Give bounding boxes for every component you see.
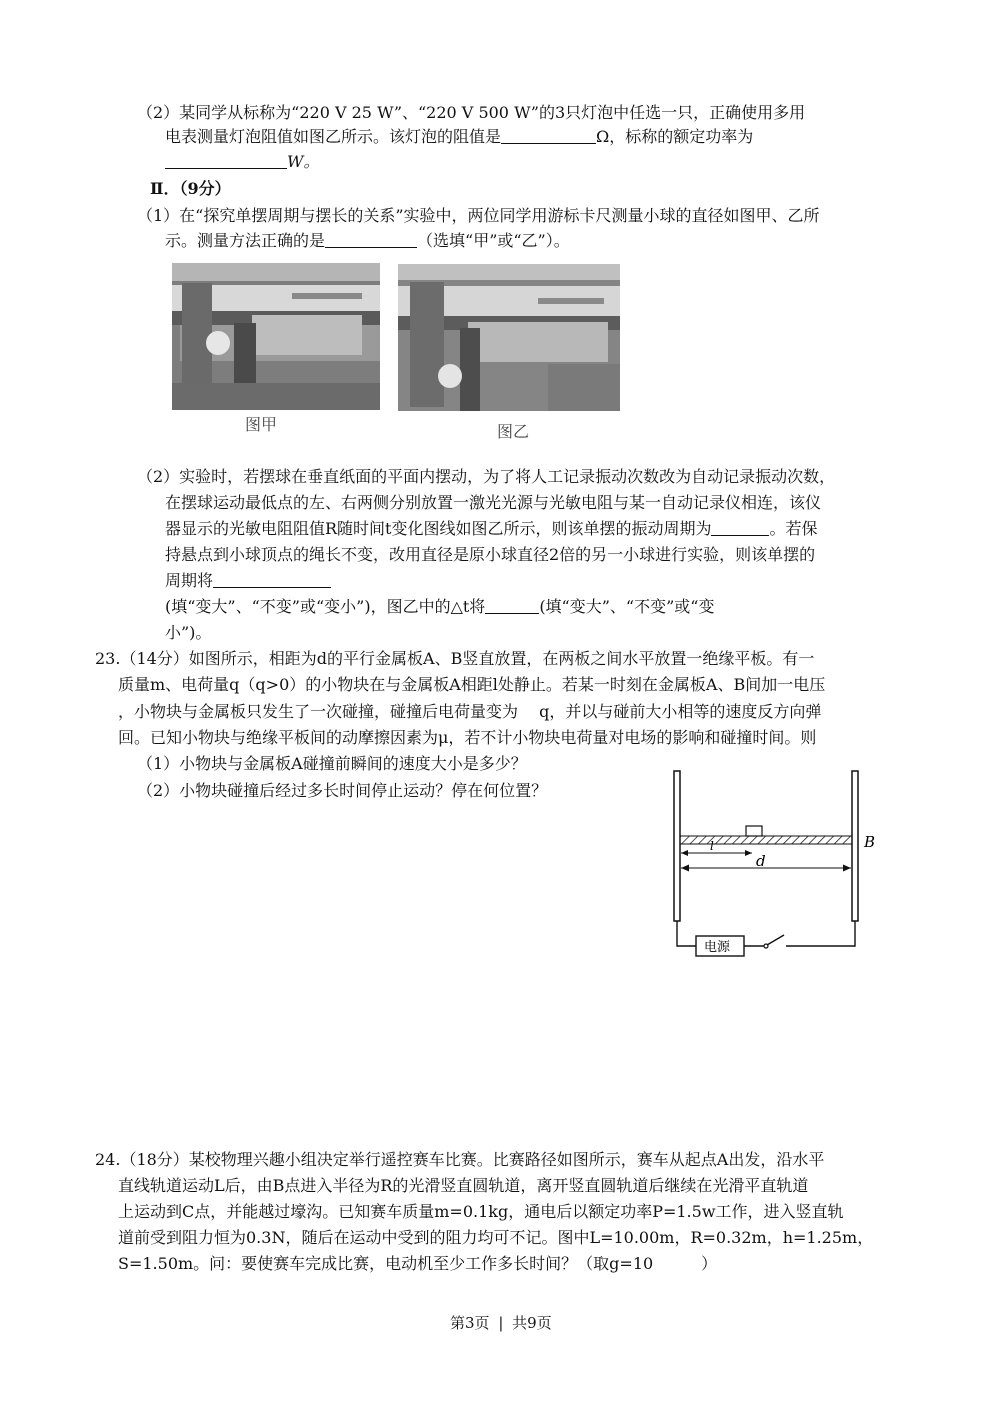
answer-blank-delta-t[interactable] <box>485 597 539 614</box>
footer-page: 第3页 <box>450 1314 490 1332</box>
part2-q2-line2: 在摆球运动最低点的左、右两侧分别放置一激光光源与光敏电阻与某一自动记录仪相连，该仪 <box>165 493 822 512</box>
answer-blank-period-change[interactable] <box>213 571 331 588</box>
distance-d-arrowhead-right <box>843 865 851 872</box>
page-footer <box>450 1312 552 1333</box>
fig-a-caption: 图甲 <box>245 415 278 434</box>
caliper-photo-a-drawing <box>172 263 380 410</box>
metal-plate-a <box>674 771 680 921</box>
q23-line1: 23.（14分）如图所示，相距为d的平行金属板A、B竖直放置，在两板之间水平放置一绝缘平板。有一 <box>95 649 815 668</box>
q2-line1: （2）某同学从标称为“220 V 25 W”、“220 V 500 W”的3只灯泡中任选一只，正确使用多用 <box>137 103 806 122</box>
label-d: d <box>756 852 766 870</box>
q2-line2 <box>165 127 753 147</box>
part2-q2-line5-text: 周期将 <box>165 571 214 590</box>
part2-q2-line6-text-a: (填“变大”、“不变”或“变小”)，图乙中的△t将 <box>165 597 486 616</box>
insulating-board <box>680 836 852 844</box>
answer-blank-method[interactable] <box>325 231 417 248</box>
q23-line3: ，小物块与金属板只发生了一次碰撞，碰撞后电荷量变为 q，并以与碰前大小相等的速度反方向弹 <box>118 702 822 721</box>
part2-q2-line5 <box>165 571 331 591</box>
circuit-wire-right <box>786 921 855 946</box>
answer-blank-period[interactable] <box>711 519 769 536</box>
q2-line2-text-a: 电表测量灯泡阻值如图乙所示。该灯泡的阻值是 <box>165 127 502 146</box>
part2-q1-line1: （1）在“探究单摆周期与摆长的关系”实验中，两位同学用游标卡尺测量小球的直径如图甲、乙所 <box>137 206 820 225</box>
part2-q2-line3-text-b: 。若保 <box>769 519 818 538</box>
part2-q1-line2-text-a: 示。测量方法正确的是 <box>165 231 326 250</box>
distance-l-arrowhead-left <box>681 850 688 856</box>
part2-q2-line4: 持悬点到小球顶点的绳长不变，改用直径是原小球直径2倍的另一小球进行实验，则该单摆的 <box>165 545 816 564</box>
q23-sub2: （2）小物块碰撞后经过多长时间停止运动？停在何位置？ <box>137 781 548 800</box>
part2-q2-line3 <box>165 519 818 539</box>
metal-plate-b <box>852 771 858 921</box>
answer-blank-resistance[interactable] <box>501 127 596 144</box>
q2-line3-unit: W。 <box>287 152 320 171</box>
distance-d-arrowhead-left <box>681 865 689 872</box>
q24-line2: 直线轨道运动L后，由B点进入半径为R的光滑竖直圆轨道，离开竖直圆轨道后继续在光滑平直轨道 <box>118 1176 809 1195</box>
distance-l-arrowhead-right <box>745 850 752 856</box>
part2-q2-line1: （2）实验时，若摆球在垂直纸面的平面内摆动，为了将人工记录振动次数改为自动记录振动次数， <box>137 467 836 486</box>
q24-line5: S=1.50m。问：要使赛车完成比赛，电动机至少工作多长时间？（取g=10 ） <box>118 1254 718 1273</box>
q24-line4: 道前受到阻力恒为0.3N，随后在运动中受到的阻力均可不记。图中L=10.00m，R=0.32m，h=1.25m， <box>118 1228 874 1247</box>
footer-separator: | <box>498 1314 504 1332</box>
q23-diagram <box>660 763 900 963</box>
label-l: l <box>710 839 714 853</box>
part2-heading: Ⅱ．（9分） <box>150 179 231 198</box>
part2-q1-line2 <box>165 231 570 251</box>
q23-line4: 回。已知小物块与绝缘平板间的动摩擦因素为μ，若不计小物块电荷量对电场的影响和碰撞时间。则 <box>118 728 817 747</box>
power-source-label: 电源 <box>704 940 731 955</box>
label-b: B <box>864 833 876 851</box>
q2-line2-text-b: Ω，标称的额定功率为 <box>596 127 754 146</box>
part2-q2-line7: 小”)。 <box>165 623 212 642</box>
q23-sub1: （1）小物块与金属板A碰撞前瞬间的速度大小是多少？ <box>137 754 527 773</box>
part2-q2-line3-text-a: 器显示的光敏电阻阻值R随时间t变化图线如图乙所示，则该单摆的振动周期为 <box>165 519 712 538</box>
small-block <box>746 826 762 836</box>
q24-line3: 上运动到C点，并能越过壕沟。已知赛车质量m=0.1kg，通电后以额定功率P=1.5w工作，进入竖直轨 <box>118 1202 844 1221</box>
part2-q2-line6 <box>165 597 714 617</box>
caliper-photo-a <box>172 263 380 410</box>
fig-b-caption: 图乙 <box>497 422 530 441</box>
switch-lever <box>767 935 784 945</box>
q2-line3 <box>165 152 319 172</box>
q23-line2: 质量m、电荷量q（q>0）的小物块在与金属板A相距l处静止。若某一时刻在金属板A、B间加一电压 <box>118 675 826 694</box>
answer-blank-power[interactable] <box>165 152 287 169</box>
caliper-photo-b <box>398 264 620 411</box>
part2-q1-line2-text-b: （选填“甲”或“乙”）。 <box>417 231 570 250</box>
circuit-wire <box>677 921 696 946</box>
footer-total: 共9页 <box>512 1314 552 1332</box>
caliper-photo-b-drawing <box>398 264 620 411</box>
part2-q2-line6-text-b: (填“变大”、“不变”或“变 <box>539 597 715 616</box>
q24-line1: 24.（18分）某校物理兴趣小组决定举行遥控赛车比赛。比赛路径如图所示，赛车从起点A出发，沿水平 <box>95 1150 825 1169</box>
